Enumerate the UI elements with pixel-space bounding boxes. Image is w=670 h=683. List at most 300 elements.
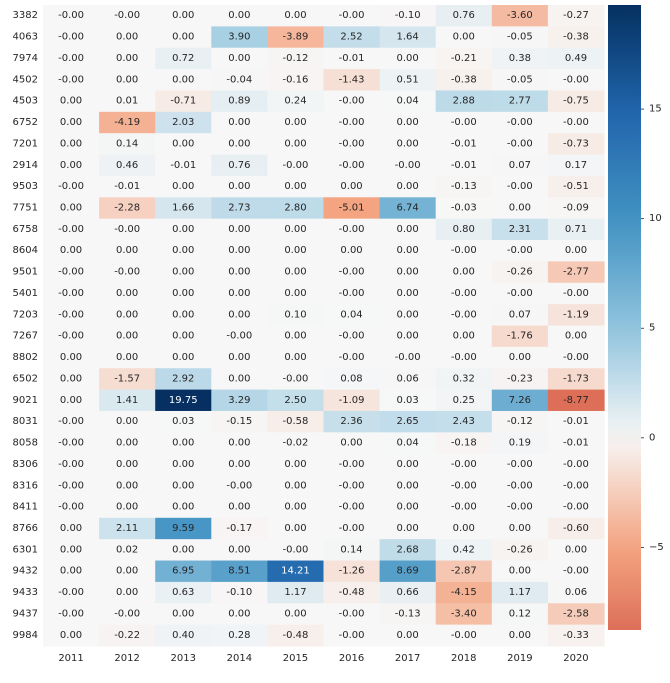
cell-value-label: -0.00 — [338, 223, 365, 235]
cell-value-label: 0.19 — [508, 437, 531, 449]
cell-value-label: 0.63 — [172, 587, 195, 599]
cell-value-label: -0.00 — [338, 287, 365, 299]
cell-value-label: 0.71 — [564, 223, 588, 235]
cell-value-label: 0.00 — [172, 10, 195, 22]
cell-value-label: 0.51 — [396, 74, 419, 86]
x-tick-label: 2011 — [58, 653, 84, 664]
colorbar-tick-labels — [641, 104, 664, 553]
cell-value-label: 0.00 — [59, 352, 83, 364]
cell-value-label: 0.00 — [284, 266, 307, 278]
cell-value-label: 0.00 — [284, 138, 307, 150]
cell-value-label: -0.00 — [58, 309, 84, 321]
cell-value-label: 0.00 — [116, 330, 139, 342]
cell-value-label: -0.00 — [58, 74, 84, 86]
cell-value-label: 0.08 — [340, 373, 363, 385]
y-tick-label: 9984 — [12, 629, 38, 641]
y-tick-label: 6758 — [12, 223, 38, 235]
cell-value-label: 0.00 — [59, 159, 83, 171]
y-tick-label: 2914 — [12, 159, 38, 171]
x-tick-label: 2018 — [451, 653, 477, 664]
cell-value-label: -0.00 — [58, 458, 84, 470]
cell-value-label: 3.29 — [228, 394, 251, 406]
cell-value-label: -0.04 — [226, 74, 253, 86]
cell-value-label: 0.00 — [396, 223, 419, 235]
cell-value-label: 0.00 — [116, 309, 139, 321]
cell-value-label: 2.43 — [452, 416, 475, 428]
cell-value-label: -0.48 — [338, 587, 365, 599]
cell-value-label: -0.00 — [394, 159, 421, 171]
cell-value-label: -5.01 — [338, 202, 365, 214]
cell-value-label: -0.00 — [450, 309, 477, 321]
cell-value-label: 0.00 — [172, 74, 195, 86]
cell-value-label: 0.14 — [116, 138, 139, 150]
cell-value-label: 0.00 — [116, 245, 139, 257]
cell-value-label: -0.00 — [450, 480, 477, 492]
cell-value-label: 0.00 — [340, 181, 363, 193]
y-axis-tick-labels — [13, 10, 38, 641]
cell-value-label: -0.00 — [282, 373, 309, 385]
cell-value-label: -0.00 — [282, 159, 309, 171]
cell-value-label: -0.26 — [506, 544, 533, 556]
cell-value-label: 0.00 — [116, 352, 139, 364]
cell-value-label: -0.13 — [394, 608, 421, 620]
cell-value-label: 14.21 — [281, 565, 310, 577]
cell-value-label: 0.00 — [284, 501, 307, 513]
cell-value-label: 6.95 — [172, 565, 195, 577]
cell-value-label: -0.16 — [282, 74, 309, 86]
cell-value-label: 0.00 — [228, 287, 251, 299]
cell-value-label: 0.02 — [116, 544, 139, 556]
cell-value-label: -0.00 — [506, 138, 533, 150]
cell-value-label: 0.10 — [284, 309, 307, 321]
cell-value-label: -0.00 — [506, 181, 533, 193]
cell-value-label: 0.00 — [228, 501, 251, 513]
y-tick-label: 7267 — [12, 330, 38, 342]
cell-value-label: -0.00 — [506, 458, 533, 470]
cell-value-label: -0.00 — [58, 480, 84, 492]
cell-value-label: 9.59 — [172, 522, 195, 534]
cell-value-label: -0.00 — [338, 330, 365, 342]
cell-value-label: -0.00 — [58, 608, 84, 620]
cell-value-label: -0.00 — [58, 223, 84, 235]
cell-value-label: 0.00 — [116, 480, 139, 492]
cell-value-label: 0.00 — [396, 309, 419, 321]
cell-value-label: 0.00 — [564, 330, 588, 342]
cell-value-label: 6.74 — [396, 202, 419, 214]
cell-value-label: 0.00 — [284, 608, 307, 620]
cell-value-label: 0.00 — [228, 373, 251, 385]
cell-value-label: 0.00 — [172, 352, 195, 364]
cell-value-label: 0.07 — [508, 159, 531, 171]
colorbar-tick-label: 10 — [649, 213, 662, 225]
y-tick-label: 5401 — [12, 287, 38, 299]
cell-value-label: 2.03 — [172, 117, 195, 129]
cell-value-label: -1.57 — [114, 373, 141, 385]
cell-value-label: 0.00 — [172, 181, 195, 193]
cell-value-label: 0.00 — [284, 287, 307, 299]
cell-value-label: 8.51 — [228, 565, 251, 577]
cell-value-label: 0.24 — [284, 95, 307, 107]
cell-value-label: 0.00 — [172, 31, 195, 43]
y-tick-label: 7203 — [12, 309, 38, 321]
y-tick-label: 8306 — [12, 458, 38, 470]
cell-value-label: 0.00 — [116, 437, 139, 449]
cell-value-label: -0.26 — [506, 266, 533, 278]
cell-value-label: 2.36 — [340, 416, 363, 428]
y-tick-label: 9503 — [12, 181, 38, 193]
cell-value-label: -0.03 — [450, 202, 477, 214]
cell-value-label: 2.80 — [284, 202, 307, 214]
cell-value-label: -0.00 — [338, 522, 365, 534]
cell-value-label: 0.00 — [452, 330, 475, 342]
cell-value-label: -0.38 — [563, 31, 589, 43]
cell-value-label: 0.00 — [228, 138, 251, 150]
cell-value-label: 0.00 — [59, 95, 83, 107]
cell-value-label: -0.60 — [563, 522, 589, 534]
cell-value-label: -0.00 — [506, 117, 533, 129]
cell-value-label: -2.77 — [563, 266, 589, 278]
cell-value-label: -0.17 — [226, 522, 253, 534]
cell-value-label: -0.01 — [450, 138, 477, 150]
cell-value-label: 2.11 — [116, 522, 139, 534]
cell-value-label: 0.00 — [508, 565, 531, 577]
cell-value-label: 0.00 — [508, 352, 531, 364]
x-tick-label: 2013 — [170, 653, 196, 664]
cell-value-label: -0.00 — [563, 480, 589, 492]
cell-value-label: -0.00 — [563, 565, 589, 577]
cell-value-label: 0.42 — [452, 544, 475, 556]
cell-value-label: 0.00 — [116, 587, 139, 599]
cell-value-label: 3.90 — [228, 31, 251, 43]
y-tick-label: 9432 — [12, 565, 38, 577]
cell-value-label: 0.07 — [508, 309, 531, 321]
cell-value-label: -0.00 — [338, 501, 365, 513]
cell-value-label: 0.76 — [452, 10, 475, 22]
cell-value-label: -0.00 — [226, 480, 253, 492]
cell-value-label: -0.00 — [563, 74, 589, 86]
cell-value-label: 0.00 — [172, 437, 195, 449]
cell-value-label: -0.01 — [450, 159, 477, 171]
cell-value-label: -0.00 — [563, 458, 589, 470]
cell-value-label: 0.00 — [396, 330, 419, 342]
cell-value-label: -0.00 — [450, 501, 477, 513]
cell-value-label: 0.00 — [172, 287, 195, 299]
cell-value-label: 0.00 — [396, 266, 419, 278]
cell-value-label: -0.23 — [506, 373, 533, 385]
cell-value-label: 0.06 — [396, 373, 419, 385]
cell-value-label: 0.00 — [284, 352, 307, 364]
cell-value-label: 0.38 — [508, 52, 531, 64]
cell-value-label: -0.00 — [506, 480, 533, 492]
cell-value-label: -0.00 — [338, 480, 365, 492]
cell-value-label: 0.03 — [396, 394, 419, 406]
cell-value-label: -0.00 — [226, 330, 253, 342]
cell-value-label: -0.00 — [338, 352, 365, 364]
y-tick-label: 8031 — [12, 416, 38, 428]
cell-value-label: 0.00 — [59, 565, 83, 577]
cell-value-label: 2.50 — [284, 394, 307, 406]
cell-value-label: -3.60 — [506, 10, 533, 22]
x-tick-label: 2014 — [226, 653, 253, 664]
cell-value-label: -0.27 — [563, 10, 589, 22]
cell-value-label: -2.28 — [114, 202, 141, 214]
cell-value-label: -0.00 — [338, 10, 365, 22]
cell-value-label: 0.00 — [564, 245, 588, 257]
cell-value-label: 0.00 — [508, 202, 531, 214]
cell-value-label: -2.58 — [563, 608, 589, 620]
cell-value-label: -0.21 — [450, 52, 477, 64]
cell-value-label: -0.05 — [506, 31, 533, 43]
cell-value-label: -4.15 — [450, 587, 477, 599]
cell-value-label: -1.76 — [506, 330, 533, 342]
cell-value-label: 0.00 — [59, 373, 83, 385]
cell-value-label: 0.00 — [452, 31, 475, 43]
cell-value-label: 0.04 — [396, 95, 419, 107]
cell-value-label: 0.00 — [284, 330, 307, 342]
cell-value-label: -0.00 — [58, 10, 84, 22]
cell-value-label: -0.01 — [114, 181, 141, 193]
cell-value-label: -0.00 — [58, 52, 84, 64]
cell-value-label: -0.15 — [226, 416, 253, 428]
cell-value-label: 0.00 — [59, 522, 83, 534]
cell-value-label: -0.00 — [338, 159, 365, 171]
cell-value-label: 0.00 — [228, 10, 251, 22]
y-tick-label: 6301 — [12, 544, 38, 556]
cell-value-label: -3.89 — [282, 31, 309, 43]
cell-value-label: -0.48 — [282, 629, 309, 641]
y-tick-label: 6502 — [12, 373, 38, 385]
cell-value-label: -0.10 — [226, 587, 253, 599]
cell-value-label: -0.12 — [282, 52, 309, 64]
cell-value-label: 0.00 — [172, 309, 195, 321]
cell-value-label: 0.32 — [452, 373, 475, 385]
y-tick-label: 8316 — [12, 480, 38, 492]
cell-value-label: 1.17 — [508, 587, 531, 599]
cell-value-label: 0.14 — [340, 544, 363, 556]
cell-value-label: -0.00 — [114, 10, 141, 22]
cell-value-label: -0.00 — [58, 437, 84, 449]
cell-value-label: 0.00 — [396, 181, 419, 193]
cell-value-label: -0.00 — [563, 117, 589, 129]
colorbar-tick-label: 0 — [649, 432, 656, 444]
cell-value-label: 19.75 — [168, 394, 198, 406]
cell-value-label: 2.92 — [172, 373, 195, 385]
cell-value-label: 8.69 — [396, 565, 419, 577]
cell-value-label: -0.51 — [563, 181, 589, 193]
cell-value-label: 0.00 — [284, 117, 307, 129]
cell-value-label: -0.71 — [170, 95, 197, 107]
cell-value-label: 0.28 — [228, 629, 251, 641]
cell-value-label: -0.00 — [450, 117, 477, 129]
cell-value-label: -0.00 — [563, 352, 589, 364]
cell-value-label: -0.00 — [338, 138, 365, 150]
cell-value-label: 0.00 — [228, 52, 251, 64]
cell-value-label: -0.00 — [58, 181, 84, 193]
cell-value-label: 0.03 — [172, 416, 195, 428]
cell-value-label: -0.75 — [563, 95, 589, 107]
cell-value-label: -0.00 — [506, 245, 533, 257]
cell-value-label: -0.00 — [58, 31, 84, 43]
cell-value-label: 0.00 — [172, 458, 195, 470]
cell-value-label: 0.80 — [452, 223, 475, 235]
cell-value-label: 0.17 — [564, 159, 588, 171]
cell-value-label: 0.66 — [396, 587, 419, 599]
cell-value-label: -0.13 — [450, 181, 477, 193]
cell-value-label: -0.12 — [506, 416, 533, 428]
cell-value-label: -0.00 — [338, 95, 365, 107]
cell-value-label: 0.00 — [59, 202, 83, 214]
cell-value-label: 0.00 — [59, 629, 83, 641]
cell-value-label: 0.00 — [116, 565, 139, 577]
cell-value-label: -0.00 — [58, 330, 84, 342]
y-tick-label: 6752 — [12, 117, 38, 129]
cell-value-label: -1.19 — [563, 309, 589, 321]
colorbar — [608, 5, 641, 630]
cell-value-label: 0.00 — [396, 138, 419, 150]
cell-value-label: 0.76 — [228, 159, 251, 171]
cell-value-label: -0.00 — [506, 501, 533, 513]
cell-value-label: 0.00 — [284, 522, 307, 534]
cell-value-label: 1.66 — [172, 202, 195, 214]
cell-value-label: 0.00 — [284, 223, 307, 235]
cell-value-label: -0.00 — [338, 266, 365, 278]
cell-value-label: 0.00 — [508, 629, 531, 641]
cell-value-label: 2.88 — [452, 95, 475, 107]
cell-value-label: -0.01 — [170, 159, 197, 171]
cell-value-label: 0.00 — [564, 544, 588, 556]
cell-value-label: -0.22 — [114, 629, 141, 641]
cell-value-label: -0.05 — [506, 74, 533, 86]
y-tick-label: 9433 — [12, 587, 38, 599]
cell-value-label: -0.10 — [394, 10, 421, 22]
y-tick-label: 4063 — [12, 31, 38, 43]
cell-value-label: 0.00 — [452, 522, 475, 534]
cell-value-label: 0.00 — [396, 480, 419, 492]
cell-value-label: 0.00 — [116, 287, 139, 299]
cell-value-label: -0.00 — [506, 287, 533, 299]
y-tick-label: 3382 — [12, 10, 38, 22]
cell-value-label: -1.26 — [338, 565, 365, 577]
cell-value-label: 0.00 — [396, 629, 419, 641]
y-tick-label: 9021 — [12, 394, 38, 406]
y-tick-label: 4503 — [12, 95, 38, 107]
x-tick-label: 2019 — [507, 653, 533, 664]
cell-value-label: 0.00 — [59, 138, 83, 150]
cell-value-label: 0.00 — [116, 52, 139, 64]
cell-value-label: 2.77 — [508, 95, 531, 107]
cell-value-label: 0.00 — [228, 352, 251, 364]
cell-value-label: 0.00 — [172, 480, 195, 492]
cell-value-label: -0.00 — [450, 245, 477, 257]
y-tick-label: 8604 — [12, 245, 38, 257]
cell-value-label: 0.00 — [396, 52, 419, 64]
y-tick-label: 8766 — [12, 522, 38, 534]
cell-value-label: -0.00 — [394, 352, 421, 364]
x-tick-label: 2020 — [563, 653, 589, 664]
colorbar-tick-label: 5 — [649, 322, 656, 334]
colorbar-tick-label: 15 — [649, 103, 662, 115]
cell-value-label: -0.01 — [338, 52, 365, 64]
cell-value-label: 0.40 — [172, 629, 195, 641]
cell-value-label: 0.00 — [396, 117, 419, 129]
x-tick-label: 2016 — [338, 653, 365, 664]
cell-value-label: 0.00 — [172, 223, 195, 235]
y-tick-label: 7751 — [12, 202, 38, 214]
y-tick-label: 8411 — [12, 501, 38, 513]
cell-value-label: -0.00 — [58, 416, 84, 428]
cell-value-label: 0.00 — [396, 501, 419, 513]
cell-value-label: -4.19 — [114, 117, 141, 129]
cell-value-label: -0.18 — [450, 437, 477, 449]
cell-value-label: 0.00 — [172, 608, 195, 620]
cell-value-label: -0.00 — [450, 352, 477, 364]
cell-value-label: -2.87 — [450, 565, 477, 577]
colorbar-tick-label: −5 — [649, 541, 664, 553]
cell-value-label: 0.00 — [59, 544, 83, 556]
x-tick-label: 2012 — [114, 653, 140, 664]
cell-value-label: 2.68 — [396, 544, 419, 556]
cell-value-label: -0.00 — [563, 501, 589, 513]
cell-value-label: 0.46 — [116, 159, 139, 171]
cell-value-label: 0.00 — [172, 266, 195, 278]
cell-value-label: 7.26 — [508, 394, 531, 406]
cell-value-label: -0.00 — [58, 587, 84, 599]
cell-value-label: 0.00 — [172, 501, 195, 513]
cell-value-label: 0.04 — [396, 437, 419, 449]
cell-value-label: 0.00 — [172, 245, 195, 257]
cell-value-label: -1.43 — [338, 74, 365, 86]
cell-value-label: -0.00 — [338, 458, 365, 470]
cell-value-label: -0.09 — [563, 202, 589, 214]
cell-value-label: -0.01 — [563, 437, 589, 449]
cell-value-label: -0.00 — [338, 117, 365, 129]
cell-value-label: 2.52 — [340, 31, 363, 43]
cell-value-label: -0.00 — [338, 608, 365, 620]
cell-value-label: 1.64 — [396, 31, 419, 43]
cell-value-label: -0.00 — [282, 544, 309, 556]
cell-value-label: 0.04 — [340, 309, 363, 321]
cell-value-label: 0.00 — [116, 416, 139, 428]
y-tick-label: 8802 — [12, 352, 38, 364]
cell-value-label: 0.49 — [564, 52, 588, 64]
cell-value-label: -3.40 — [450, 608, 477, 620]
cell-value-label: 0.00 — [284, 480, 307, 492]
cell-value-label: 0.00 — [228, 544, 251, 556]
cell-value-label: 0.00 — [228, 608, 251, 620]
y-tick-label: 4502 — [12, 74, 38, 86]
cell-value-label: 0.00 — [172, 138, 195, 150]
cell-value-label: 0.00 — [59, 245, 83, 257]
cell-value-label: 0.06 — [564, 587, 588, 599]
cell-value-label: 0.00 — [116, 501, 139, 513]
cell-value-label: -0.00 — [114, 223, 141, 235]
cell-value-label: 0.89 — [228, 95, 251, 107]
cell-value-label: -0.00 — [563, 287, 589, 299]
cell-value-label: -0.00 — [58, 501, 84, 513]
cell-value-label: -0.33 — [563, 629, 589, 641]
y-tick-label: 7201 — [12, 138, 38, 150]
cell-value-label: 0.00 — [284, 10, 307, 22]
cell-value-label: 0.00 — [228, 223, 251, 235]
cell-value-label: 0.00 — [172, 544, 195, 556]
cell-value-label: 0.00 — [284, 458, 307, 470]
cell-value-label: 0.00 — [284, 181, 307, 193]
x-tick-label: 2017 — [394, 653, 421, 664]
cell-value-label: 0.00 — [396, 458, 419, 470]
cell-value-label: 0.00 — [116, 74, 139, 86]
cell-value-label: -0.73 — [563, 138, 589, 150]
cell-value-label: 0.00 — [340, 245, 363, 257]
